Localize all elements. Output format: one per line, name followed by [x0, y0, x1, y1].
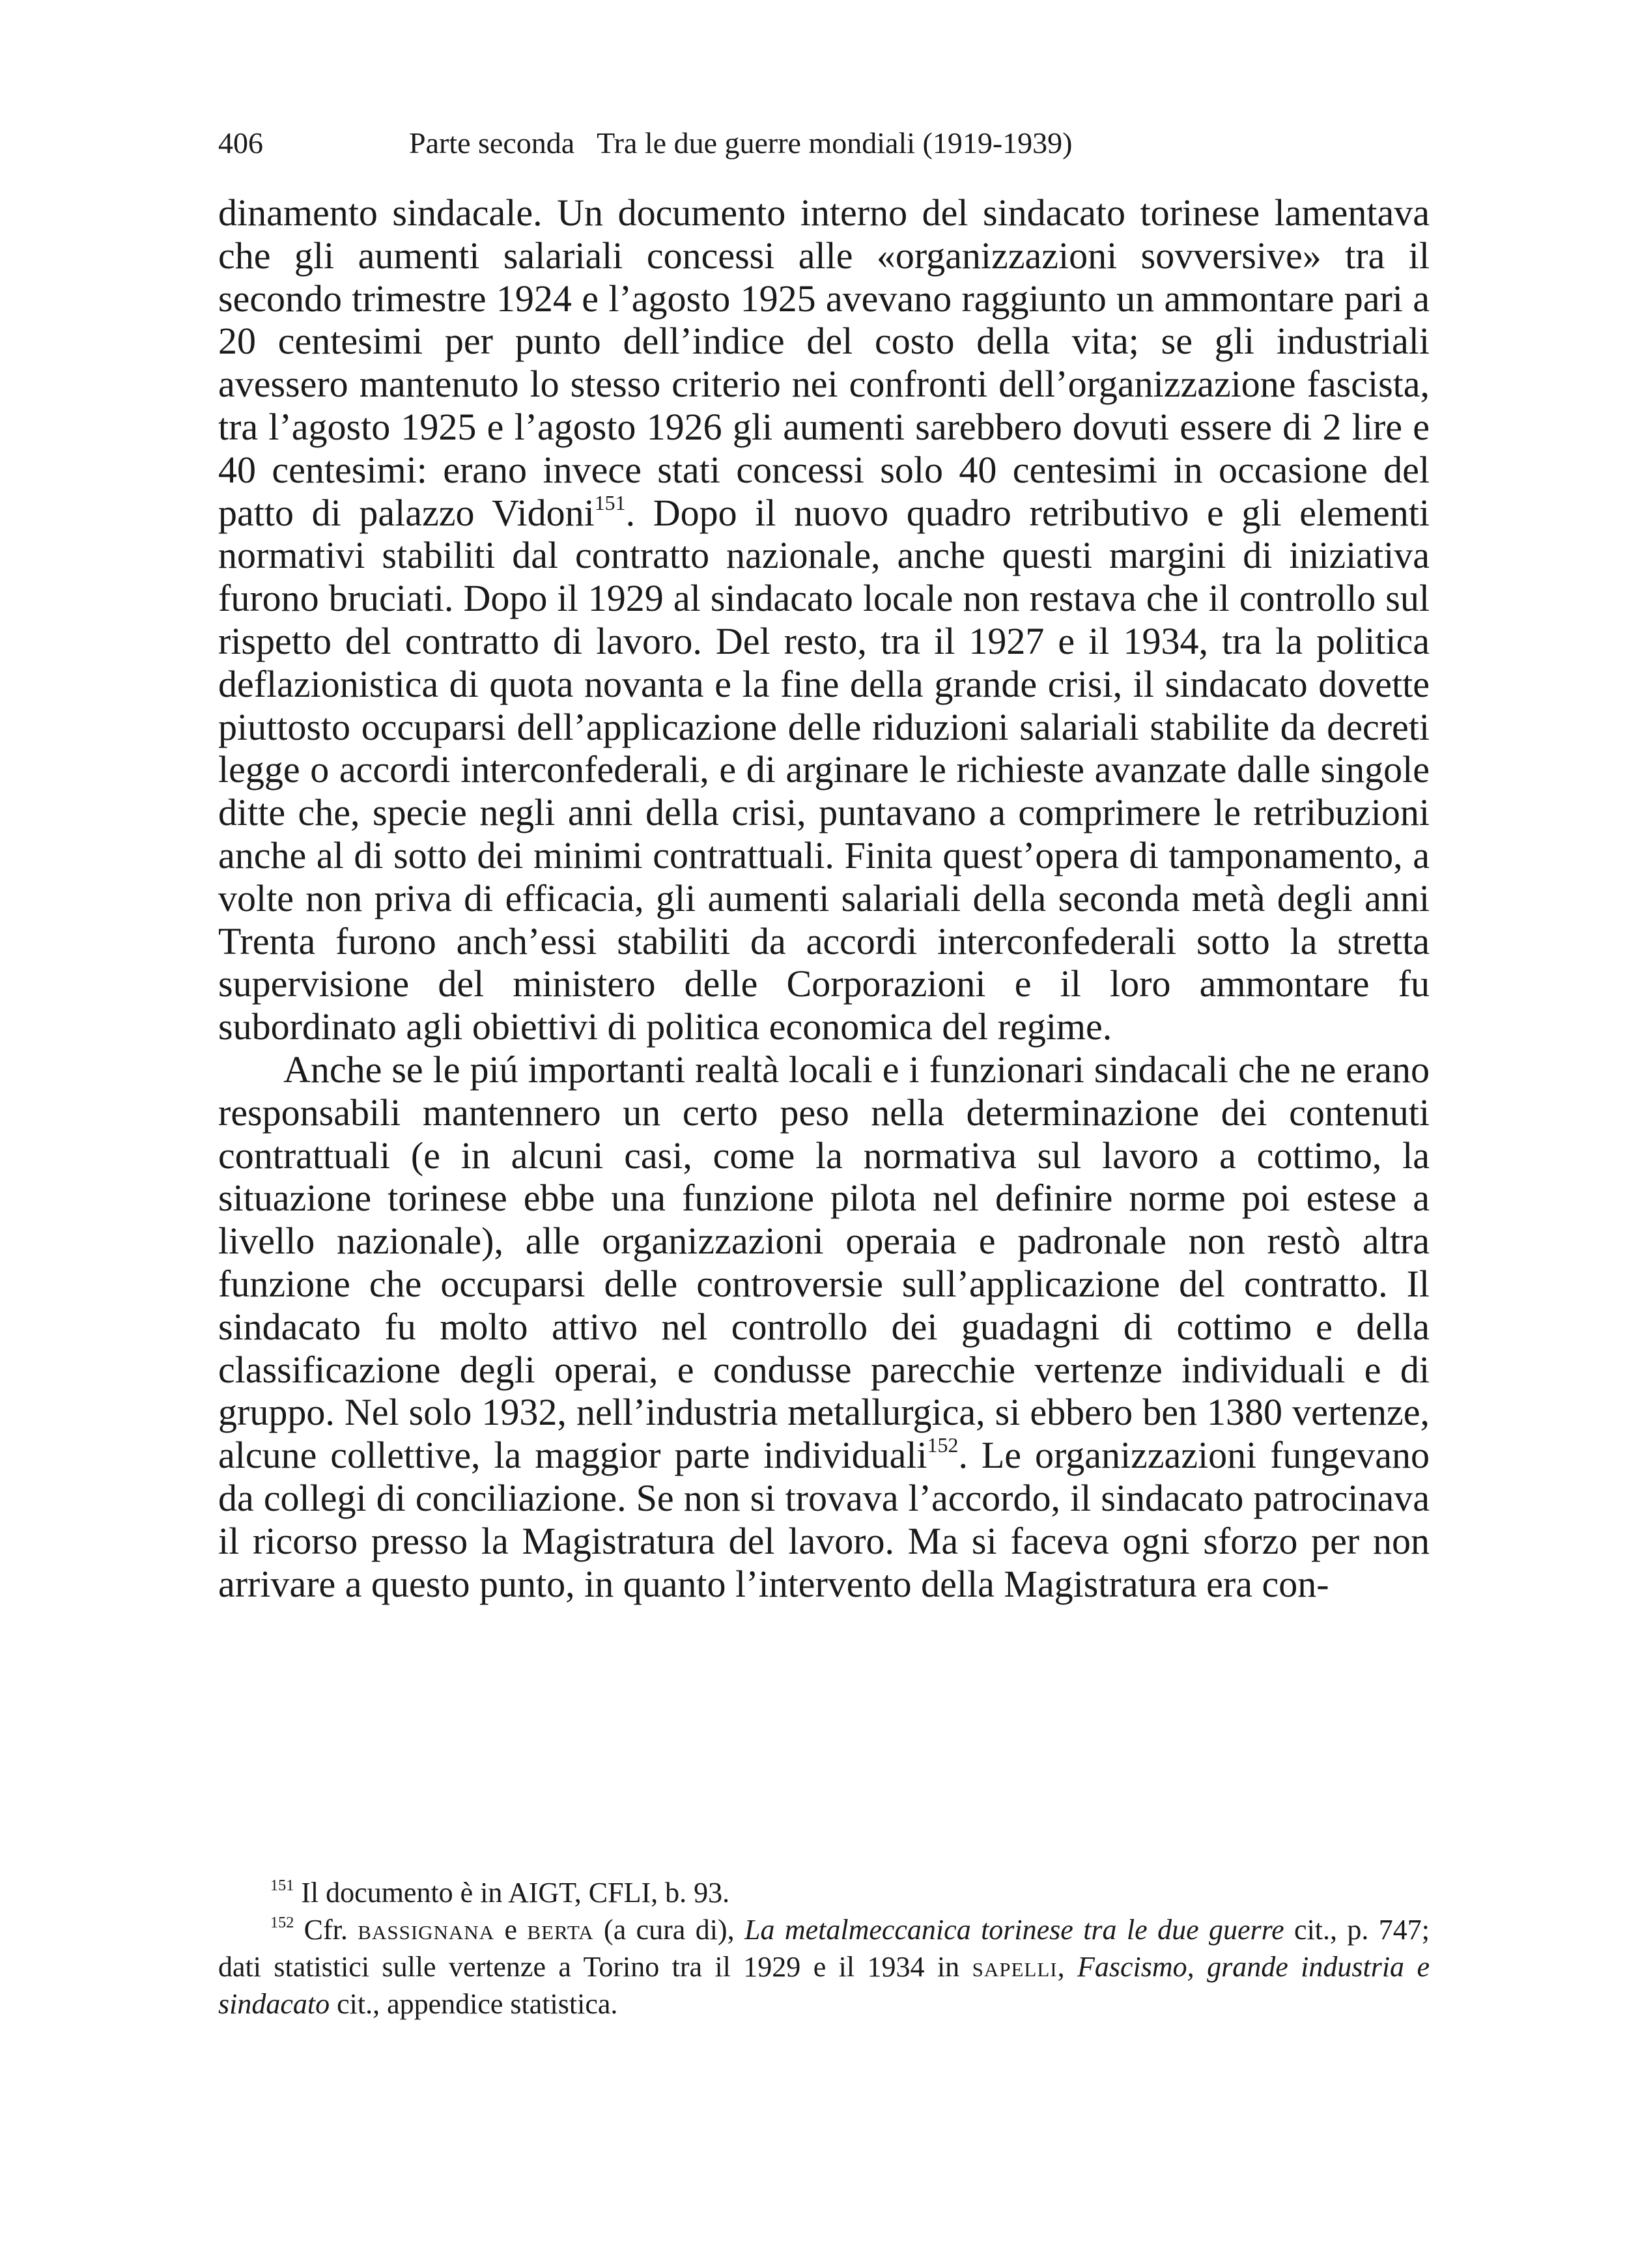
footnote-152-text: cit., appendice statistica. — [330, 1988, 618, 2020]
paragraph-1 — [218, 191, 1430, 1048]
footnote-152-text: e — [494, 1914, 528, 1946]
footnote-ref-152[interactable]: 152 — [927, 1434, 959, 1457]
cited-title-fascismo: Fascismo, grande industria e sindacato — [218, 1951, 1430, 2020]
footnote-151-text: Il documento è in AIGT, CFLI, b. 93. — [294, 1877, 730, 1909]
author-sapelli: sapelli — [972, 1951, 1058, 1983]
running-head-title: Tra le due guerre mondiali (1919-1939) — [597, 126, 1073, 160]
paragraph-2-text-a: Anche se le piú importanti realtà locali e i funzionari sindacali che ne erano responsabili mantennero un certo peso nella determinazione dei contenuti contrattuali (e in alcuni casi, come la normativa sul lavoro a cottimo, la situazione torinese ebbe una funzione pilota nel definire norme poi estese a livello nazionale), alle organizzazioni operaia e padronale non restò altra funzione che occuparsi delle controversie sull’applicazione del contratto. Il sindacato fu molto attivo nel controllo dei guadagni di cottimo e della classificazione degli operai, e condusse parecchie vertenze individuali e di gruppo. Nel solo 1932, nell’industria metallurgica, si ebbero ben 1380 vertenze, alcune collettive, la maggior parte individuali — [218, 1048, 1430, 1477]
footnote-152-text: Cfr. — [294, 1914, 358, 1946]
paragraph-2-text-b: . Le organizzazioni fungevano da collegi di conciliazione. Se non si trovava l’accordo, il sindacato patrocinava il ricorso presso la Magistratura del lavoro. Ma si faceva ogni sforzo per non arrivare a questo punto, in quanto l’intervento della Magistratura era con- — [218, 1434, 1430, 1605]
footnote-152-number: 152 — [270, 1913, 294, 1931]
footnote-ref-151[interactable]: 151 — [594, 491, 626, 514]
footnote-152-text: , — [1057, 1951, 1077, 1983]
page-number: 406 — [218, 126, 263, 160]
footnote-152-text: (a cura di), — [593, 1914, 744, 1946]
body-text — [218, 191, 1430, 1605]
footnote-152 — [218, 1911, 1430, 2023]
running-head — [409, 124, 1072, 163]
paragraph-2 — [218, 1048, 1430, 1605]
footnote-152-text: cit., p. 747; dati statistici sulle vertenze a Torino tra il 1929 e il 1934 in — [218, 1914, 1430, 1983]
footnotes — [218, 1874, 1430, 2023]
author-bassignana: bassignana — [358, 1914, 495, 1946]
running-head-part: Parte seconda — [409, 126, 575, 160]
paragraph-1-text-a: dinamento sindacale. Un documento interno del sindacato torinese lamentava che gli aumenti salariali concessi alle «organizzazioni sovversive» tra il secondo trimestre 1924 e l’agosto 1925 avevano raggiunto un ammontare pari a 20 centesimi per punto dell’indice del costo della vita; se gli industriali avessero mantenuto lo stesso criterio nei confronti dell’organizzazione fascista, tra l’agosto 1925 e l’agosto 1926 gli aumenti sarebbero dovuti essere di 2 lire e 40 centesimi: erano invece stati concessi solo 40 centesimi in occasione del patto di palazzo Vidoni — [218, 191, 1430, 534]
author-berta: berta — [527, 1914, 594, 1946]
footnote-151-number: 151 — [270, 1876, 294, 1894]
footnote-151 — [218, 1874, 1430, 1911]
cited-title-metalmeccanica: La metalmeccanica torinese tra le due guerre — [744, 1914, 1284, 1946]
paragraph-1-text-b: . Dopo il nuovo quadro retributivo e gli elementi normativi stabiliti dal contratto nazionale, anche questi margini di iniziativa furono bruciati. Dopo il 1929 al sindacato locale non restava che il controllo sul rispetto del contratto di lavoro. Del resto, tra il 1927 e il 1934, tra la politica deflazionistica di quota novanta e la fine della grande crisi, il sindacato dovette piuttosto occuparsi dell’applicazione delle riduzioni salariali stabilite da decreti legge o accordi interconfederali, e di arginare le richieste avanzate dalle singole ditte che, specie negli anni della crisi, puntavano a comprimere le retribuzioni anche al di sotto dei minimi contrattuali. Finita quest’opera di tamponamento, a volte non priva di efficacia, gli aumenti salariali della seconda metà degli anni Trenta furono anch’essi stabiliti da accordi interconfederali sotto la stretta supervisione del ministero delle Corporazioni e il loro ammontare fu subordinato agli obiettivi di politica economica del regime. — [218, 491, 1430, 1048]
